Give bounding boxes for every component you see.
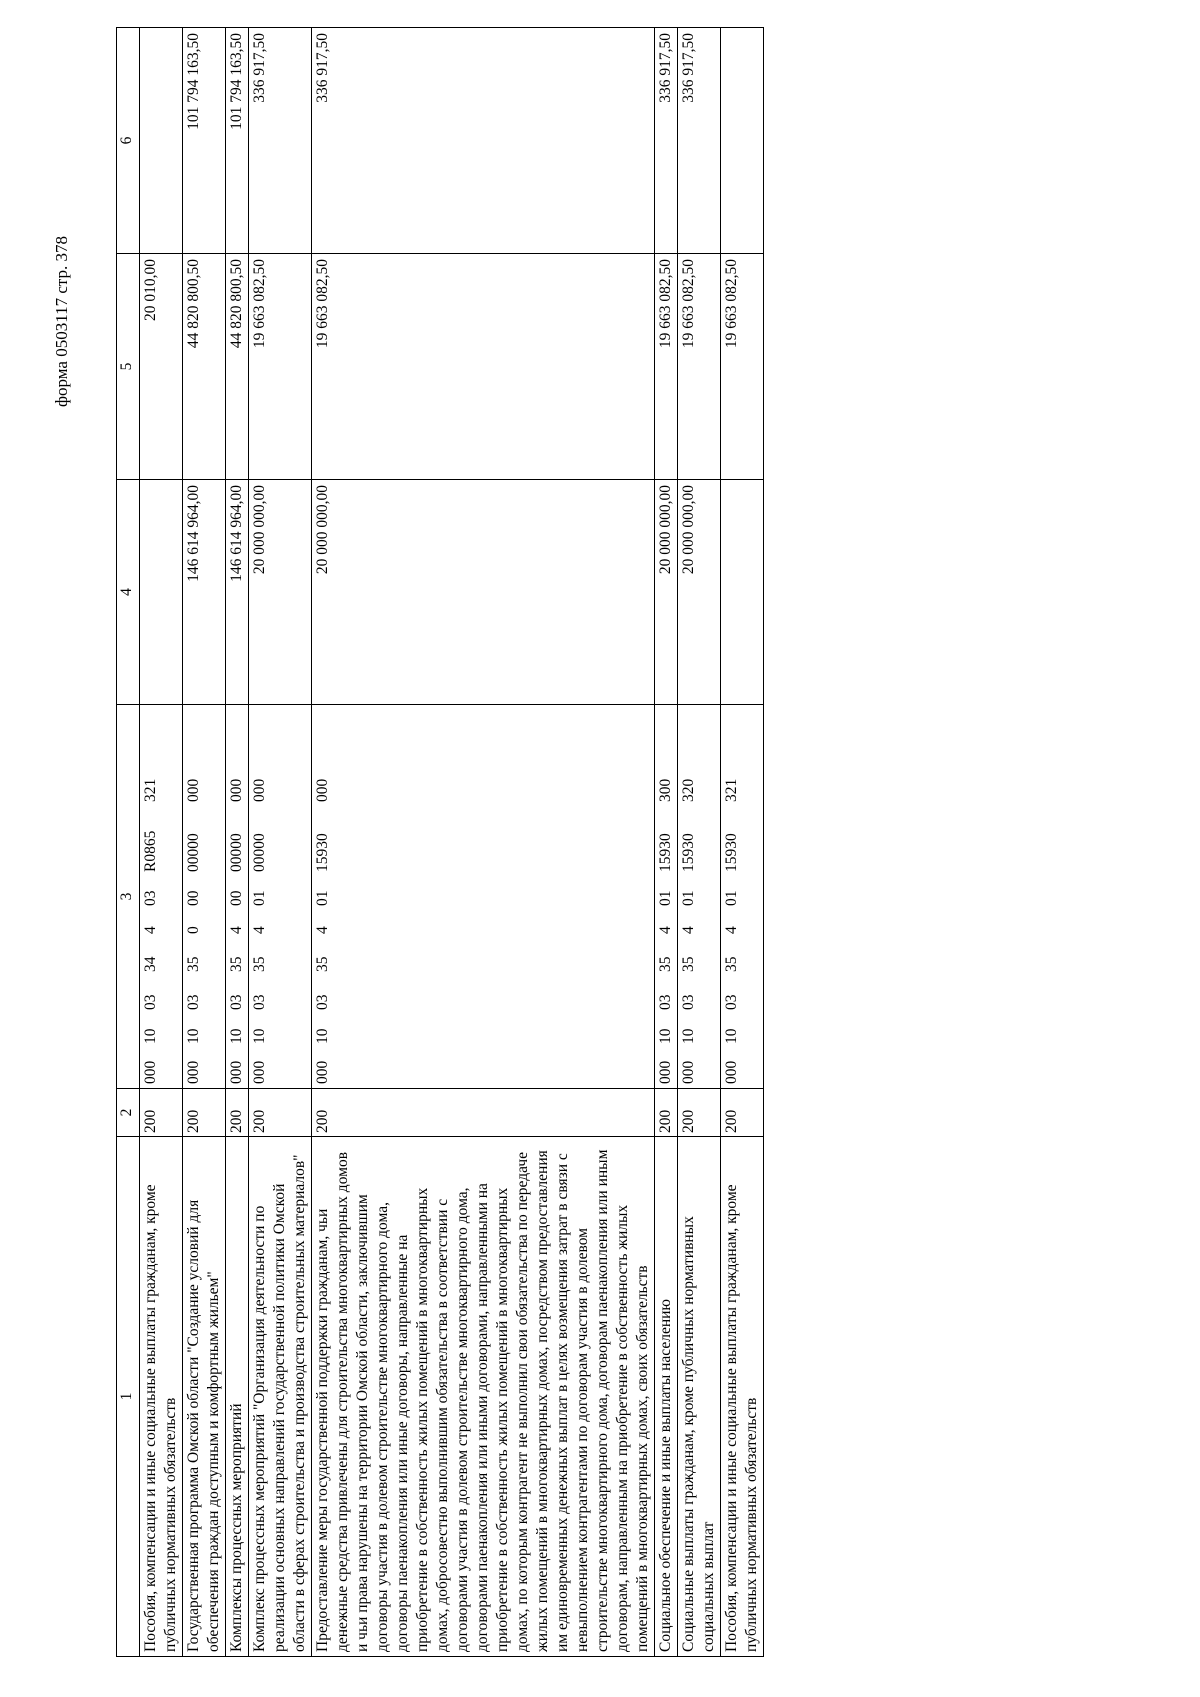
code-part: 35 (228, 956, 245, 972)
code-part: 000 (185, 1060, 202, 1084)
line-code: 200 (226, 1089, 249, 1137)
row-name: Государственная программа Омской области "Создание условий для обеспечения граждан доступным и комфортным жильем" (183, 1137, 226, 1657)
approved-amount: 20 000 000,00 (678, 480, 721, 705)
executed-amount: 44 820 800,50 (226, 254, 249, 480)
code-part: 35 (723, 956, 740, 972)
code-part: 000 (251, 778, 268, 802)
code-part: 03 (185, 994, 202, 1010)
approved-amount: 146 614 964,00 (183, 480, 226, 705)
budget-table (116, 27, 764, 1657)
code-part: 000 (251, 1060, 268, 1084)
form-reference: форма 0503117 стр. 378 (52, 236, 71, 407)
code-part: R0865 (142, 830, 159, 872)
code-part: 03 (314, 994, 331, 1010)
code-part: 4 (680, 926, 697, 934)
row-name: Пособия, компенсации и иные социальные выплаты гражданам, кроме публичных нормативных обязательств (140, 1137, 183, 1657)
code-part: 00000 (251, 833, 268, 872)
code-part: 00000 (185, 833, 202, 872)
code-part: 321 (723, 778, 740, 802)
table-row (721, 28, 764, 1657)
code-part: 01 (314, 890, 331, 906)
unexecuted-amount (140, 28, 183, 254)
row-name: Предоставление меры государственной поддержки гражданам, чьи денежные средства привлечены для строительства многоквартирных домов и чьи права нарушены на территории Омской области, заключившим договоры участия в долевом строительстве многоквартирного дома, договоры паенакопления или иные договоры, направленные на приобретение в собственность жилых помещений в многоквартирных домах, добросовестно выполнившим обязательства в соответствии с договорами участия в долевом строительстве многоквартирного дома, договорами паенакопления или иными договорами, направленными на приобретение в собственность жилых помещений в многоквартирных домах, по которым контрагент не выполнил свои обязательства по передаче жилых помещений в многоквартирных домах, посредством предоставления им единовременных денежных выплат в целях возмещения затрат в связи с невыполнением контрагентами по договорам участия в долевом строительстве многоквартирного дома, договорам паенакопления или иным договорам, направленным на приобретение в собственность жилых помещений в многоквартирных домах, своих обязательств (312, 1137, 655, 1657)
code-part: 03 (251, 994, 268, 1010)
code-part: 35 (657, 956, 674, 972)
code-part: 01 (657, 890, 674, 906)
code-part: 4 (314, 926, 331, 934)
unexecuted-amount: 336 917,50 (678, 28, 721, 254)
code-part: 03 (142, 994, 159, 1010)
column-header: 6 (117, 28, 140, 254)
classification-code (140, 705, 183, 1089)
approved-amount (140, 480, 183, 705)
approved-amount: 146 614 964,00 (226, 480, 249, 705)
executed-amount: 19 663 082,50 (655, 254, 678, 480)
code-part: 10 (251, 1028, 268, 1044)
line-code: 200 (678, 1089, 721, 1137)
row-name: Комплексы процессных мероприятий (226, 1137, 249, 1657)
unexecuted-amount: 336 917,50 (655, 28, 678, 254)
code-part: 000 (314, 1060, 331, 1084)
code-part: 4 (657, 926, 674, 934)
executed-amount: 44 820 800,50 (183, 254, 226, 480)
code-part: 4 (251, 926, 268, 934)
classification-code (655, 705, 678, 1089)
classification-code (226, 705, 249, 1089)
column-header: 2 (117, 1089, 140, 1137)
line-code: 200 (183, 1089, 226, 1137)
code-part: 10 (142, 1028, 159, 1044)
executed-amount: 19 663 082,50 (721, 254, 764, 480)
code-part: 00000 (228, 833, 245, 872)
classification-code (678, 705, 721, 1089)
table-row (678, 28, 721, 1657)
code-part: 000 (314, 778, 331, 802)
line-code: 200 (655, 1089, 678, 1137)
approved-amount: 20 000 000,00 (249, 480, 312, 705)
classification-code (183, 705, 226, 1089)
code-part: 00 (185, 890, 202, 906)
code-part: 34 (142, 956, 159, 972)
classification-code (249, 705, 312, 1089)
code-part: 35 (314, 956, 331, 972)
table-row (249, 28, 312, 1657)
code-part: 35 (251, 956, 268, 972)
code-part: 01 (680, 890, 697, 906)
executed-amount: 19 663 082,50 (678, 254, 721, 480)
unexecuted-amount (721, 28, 764, 254)
code-part: 10 (228, 1028, 245, 1044)
line-code: 200 (312, 1089, 655, 1137)
row-name: Пособия, компенсации и иные социальные выплаты гражданам, кроме публичных нормативных обязательств (721, 1137, 764, 1657)
code-part: 15930 (314, 833, 331, 872)
code-part: 00 (228, 890, 245, 906)
row-name: Социальное обеспечение и иные выплаты населению (655, 1137, 678, 1657)
table-row (183, 28, 226, 1657)
code-part: 35 (680, 956, 697, 972)
code-part: 35 (185, 956, 202, 972)
executed-amount: 19 663 082,50 (312, 254, 655, 480)
code-part: 0 (185, 926, 202, 934)
unexecuted-amount: 101 794 163,50 (226, 28, 249, 254)
table-row (140, 28, 183, 1657)
line-code: 200 (140, 1089, 183, 1137)
classification-code (721, 705, 764, 1089)
line-code: 200 (721, 1089, 764, 1137)
code-part: 4 (142, 926, 159, 934)
column-header: 5 (117, 254, 140, 480)
unexecuted-amount: 336 917,50 (249, 28, 312, 254)
unexecuted-amount: 101 794 163,50 (183, 28, 226, 254)
code-part: 000 (680, 1060, 697, 1084)
code-part: 10 (314, 1028, 331, 1044)
column-header: 3 (117, 705, 140, 1089)
table-row (312, 28, 655, 1657)
approved-amount: 20 000 000,00 (312, 480, 655, 705)
row-name: Социальные выплаты гражданам, кроме публичных нормативных социальных выплат (678, 1137, 721, 1657)
code-part: 4 (723, 926, 740, 934)
code-part: 03 (680, 994, 697, 1010)
table-row (226, 28, 249, 1657)
code-part: 15930 (680, 833, 697, 872)
line-code: 200 (249, 1089, 312, 1137)
unexecuted-amount: 336 917,50 (312, 28, 655, 254)
code-part: 000 (657, 1060, 674, 1084)
code-part: 10 (185, 1028, 202, 1044)
code-part: 321 (142, 778, 159, 802)
column-header: 4 (117, 480, 140, 705)
code-part: 000 (142, 1060, 159, 1084)
code-part: 03 (228, 994, 245, 1010)
code-part: 03 (142, 890, 159, 906)
executed-amount: 20 010,00 (140, 254, 183, 480)
code-part: 01 (723, 890, 740, 906)
code-part: 000 (185, 778, 202, 802)
code-part: 01 (251, 890, 268, 906)
code-part: 10 (723, 1028, 740, 1044)
code-part: 000 (228, 1060, 245, 1084)
code-part: 300 (657, 778, 674, 802)
column-header: 1 (117, 1137, 140, 1657)
code-part: 15930 (723, 833, 740, 872)
table-row (655, 28, 678, 1657)
classification-code (312, 705, 655, 1089)
code-part: 4 (228, 926, 245, 934)
code-part: 000 (723, 1060, 740, 1084)
executed-amount: 19 663 082,50 (249, 254, 312, 480)
column-number-row (117, 28, 140, 1657)
code-part: 03 (657, 994, 674, 1010)
code-part: 000 (228, 778, 245, 802)
approved-amount: 20 000 000,00 (655, 480, 678, 705)
approved-amount (721, 480, 764, 705)
code-part: 10 (657, 1028, 674, 1044)
code-part: 15930 (657, 833, 674, 872)
code-part: 03 (723, 994, 740, 1010)
code-part: 10 (680, 1028, 697, 1044)
row-name: Комплекс процессных мероприятий "Организация деятельности по реализации основных направлений государственной политики Омской области в сферах строительства и производства строительных материалов" (249, 1137, 312, 1657)
code-part: 320 (680, 778, 697, 802)
